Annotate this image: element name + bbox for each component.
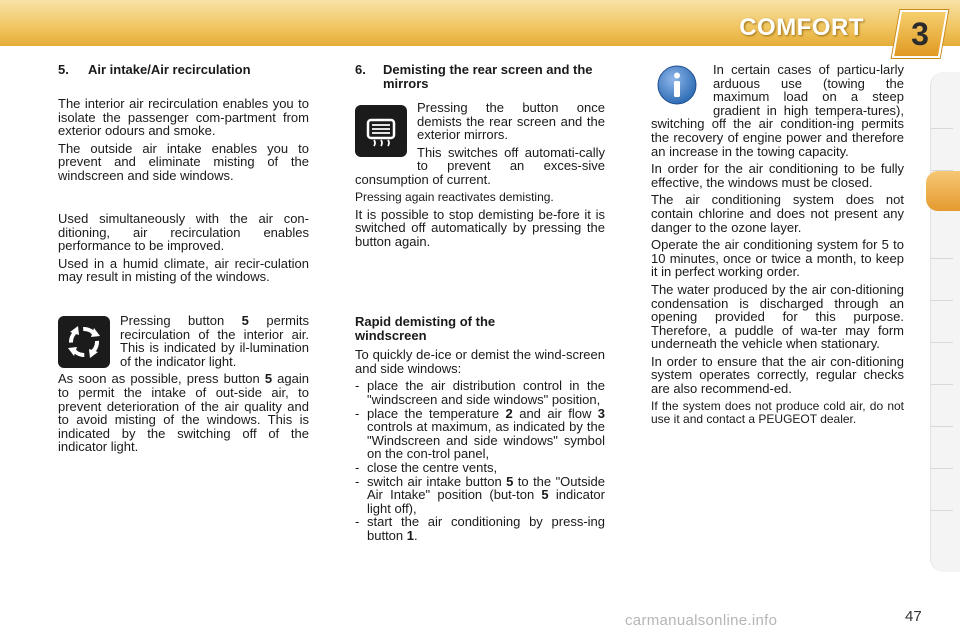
list-item: - start the air conditioning by press-ing button 1. xyxy=(355,515,605,542)
paragraph: Pressing button 5 permits recirculation of the interior air. This is indicated by il-lumination of the indicator light. xyxy=(120,313,309,369)
section-heading: 5. Air intake/Air recirculation xyxy=(58,62,251,77)
paragraph: In order for the air conditioning to be fully effective, the windows must be closed. xyxy=(651,161,904,190)
tab-divider xyxy=(931,510,953,511)
paragraph: Used simultaneously with the air con-ditioning, air recirculation enables performance to be improved. xyxy=(58,211,309,254)
tab-divider xyxy=(931,258,953,259)
paragraph: Pressing again reactivates demisting. xyxy=(355,189,554,204)
section-heading: 6. Demisting the rear screen and the mirrors xyxy=(355,62,593,91)
paragraph: The water produced by the air con-ditioning condensation is discharged through an opening provided for this purpose. Therefore, a puddle of wa-ter may form underneath the vehicle when stationary. xyxy=(651,281,904,352)
tab-divider xyxy=(931,384,953,385)
paragraph: In order to ensure that the air con-ditioning system operates correctly, regular checks are also recommend-ed. xyxy=(651,353,904,397)
tab-comfort-active[interactable] xyxy=(926,171,960,211)
paragraph: Pressing the button once demists the rear screen and the exterior mirrors. xyxy=(417,100,605,143)
air-intake-body xyxy=(58,97,309,187)
paragraph: If the system does not produce cold air, do not use it and contact a PEUGEOT dealer. xyxy=(651,398,904,426)
tab-divider xyxy=(931,300,953,301)
tab-divider xyxy=(931,426,953,427)
paragraph: The air conditioning system does not contain chlorine and does not present any danger to the ozone layer. xyxy=(651,192,904,235)
page-number: 47 xyxy=(905,608,922,625)
sub-heading: Rapid demisting of the windscreen xyxy=(355,314,496,343)
rear-demist-body xyxy=(355,101,605,252)
paragraph: This switches off automati-cally to prevent an exces-sive consumption of current. xyxy=(355,144,605,187)
paragraph: In certain cases of particu-larly arduous use (towing the maximum load on a steep gradient in high tempera-tures), switching off the air condition-ing permits the recovery of engine power and therefore an increase in the towing capacity. xyxy=(651,62,904,159)
tab-divider xyxy=(931,468,953,469)
chapter-number: 3 xyxy=(911,16,929,52)
section-rear-demist xyxy=(355,63,605,90)
air-conditioning-notes xyxy=(651,63,904,430)
instruction-list xyxy=(355,379,605,542)
list-item: - switch air intake button 5 to the "Outside Air Intake" position (but-ton 5 indicator light off), xyxy=(355,475,605,516)
watermark: carmanualsonline.info xyxy=(625,612,778,629)
paragraph: The outside air intake enables you to prevent and eliminate misting of the windscreen and side windows. xyxy=(58,140,309,183)
list-item: - close the centre vents, xyxy=(355,461,605,475)
air-intake-body-2 xyxy=(58,212,309,288)
rear-demist-icon xyxy=(355,105,407,157)
recirculation-icon xyxy=(58,316,110,368)
tab-divider xyxy=(931,128,953,129)
recirculation-block xyxy=(58,314,309,458)
paragraph: Used in a humid climate, air recir-culation may result in misting of the windows. xyxy=(58,255,309,285)
info-icon xyxy=(655,63,699,107)
paragraph: As soon as possible, press button 5 again to permit the intake of out-side air, to prevent deterioration of the air quality and to avoid misting of the windows. This is indicated by the switching off of the indicator light. xyxy=(58,371,309,455)
list-item: - place the temperature 2 and air flow 3 controls at maximum, as indicated by the "Windscreen and side windows" symbol on the con-trol panel, xyxy=(355,407,605,461)
tab-divider xyxy=(931,342,953,343)
paragraph: To quickly de-ice or demist the wind-screen and side windows: xyxy=(355,347,605,376)
section-air-intake xyxy=(58,63,309,77)
chapter-title: COMFORT xyxy=(739,14,864,41)
section-rapid-demist xyxy=(355,315,605,543)
side-tabs xyxy=(930,72,960,572)
header-divider xyxy=(0,46,960,50)
paragraph: Operate the air conditioning system for 5 to 10 minutes, once or twice a month, to keep it in perfect working order. xyxy=(651,237,904,280)
paragraph: The interior air recirculation enables you to isolate the passenger com-partment from exterior odours and smoke. xyxy=(58,96,309,139)
paragraph: It is possible to stop demisting be-fore it is switched off automatically by pressing the button again. xyxy=(355,206,605,249)
list-item: - place the air distribution control in the "windscreen and side windows" position, xyxy=(355,379,605,406)
